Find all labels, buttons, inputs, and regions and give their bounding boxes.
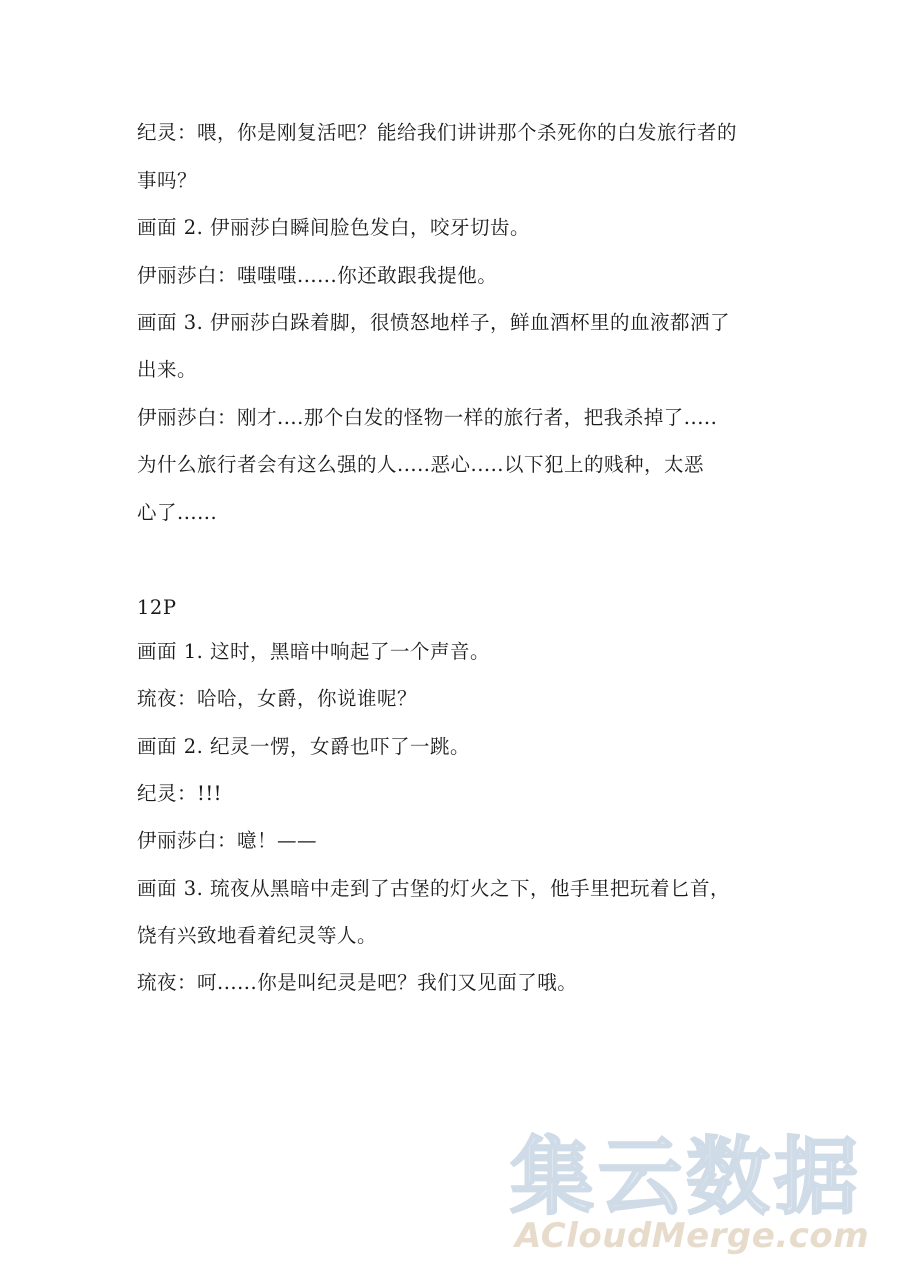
script-line: 为什么旅行者会有这么强的人.....恶心.....以下犯上的贱种，太恶: [137, 453, 704, 476]
script-line: 纪灵：喂，你是刚复活吧？能给我们讲讲那个杀死你的白发旅行者的: [137, 121, 738, 144]
script-line: 出来。: [137, 358, 198, 381]
script-line: 伊丽莎白：嗤嗤嗤......你还敢跟我提他。: [137, 264, 498, 287]
watermark-logo: [510, 1130, 900, 1272]
script-line: 画面 3. 伊丽莎白跺着脚，很愤怒地样子，鲜血酒杯里的血液都洒了: [137, 311, 731, 334]
script-line: 饶有兴致地看着纪灵等人。: [137, 924, 378, 947]
script-line: 心了......: [137, 501, 218, 524]
script-line: 画面 1. 这时，黑暗中响起了一个声音。: [137, 640, 491, 663]
script-line: 画面 3. 琉夜从黑暗中走到了古堡的灯火之下，他手里把玩着匕首，: [137, 877, 731, 900]
page-number-heading: 12P: [137, 596, 177, 619]
script-line: 事吗？: [137, 169, 198, 192]
script-line: 画面 2. 伊丽莎白瞬间脸色发白，咬牙切齿。: [137, 216, 531, 239]
script-line: 纪灵：!!!: [137, 782, 223, 805]
script-line: 琉夜：哈哈，女爵，你说谁呢？: [137, 687, 418, 710]
watermark-english-text: ACloudMerge.com: [515, 1216, 870, 1256]
script-line: 琉夜：呵......你是叫纪灵是吧？我们又见面了哦。: [137, 971, 578, 994]
script-line: 伊丽莎白：噫！——: [137, 829, 318, 852]
script-line: 伊丽莎白：刚才....那个白发的怪物一样的旅行者，把我杀掉了.....: [137, 406, 718, 429]
script-line: 画面 2. 纪灵一愣，女爵也吓了一跳。: [137, 735, 471, 758]
watermark-chinese-text: 集云数据: [510, 1128, 863, 1226]
